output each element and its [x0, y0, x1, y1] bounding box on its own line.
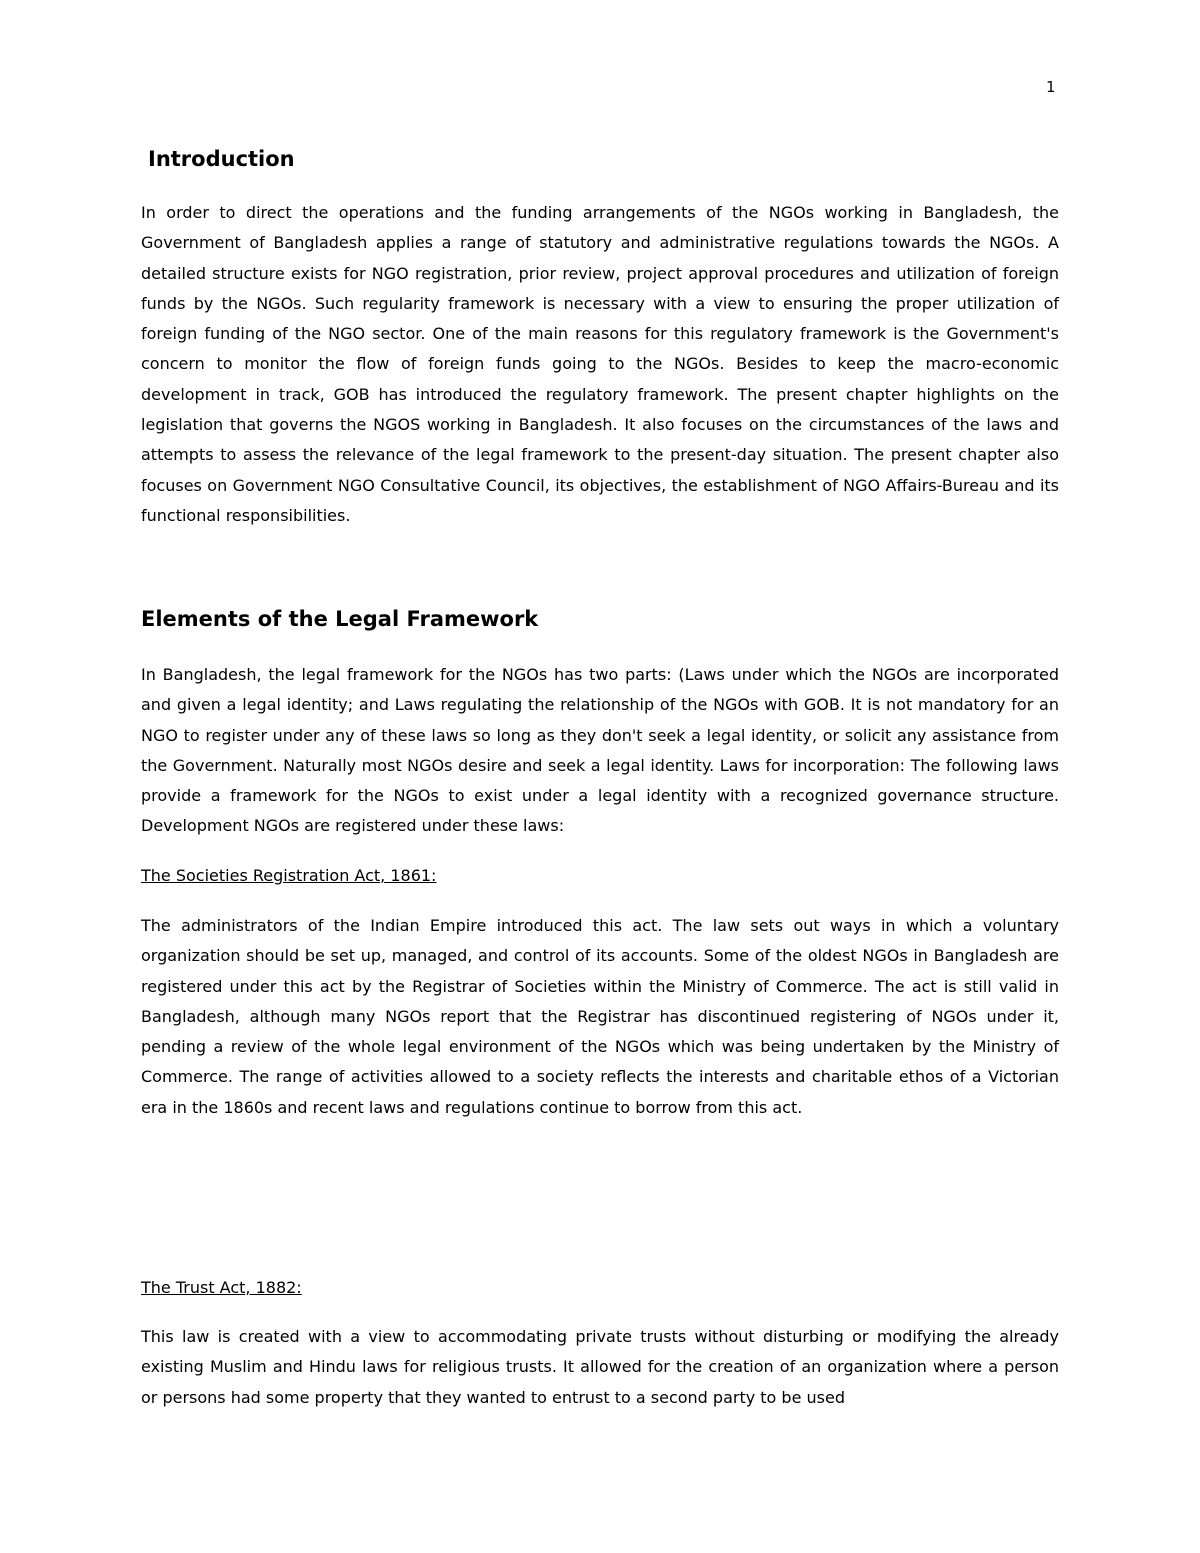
- societies-act-body: [141, 911, 1059, 1123]
- societies-act-heading: The Societies Registration Act, 1861:: [141, 866, 437, 885]
- legal-framework-heading: Elements of the Legal Framework: [141, 607, 539, 631]
- legal-framework-paragraph: In Bangladesh, the legal framework for the NGOs has two parts: (Laws under which the NGOs are incorporated and given a legal identity; and Laws regulating the relationship of the NGOs with GOB. It is not mandatory for an NGO to register under any of these laws so long as they don't seek a legal identity, or solicit any assistance from the Government. Naturally most NGOs desire and seek a legal identity. Laws for incorporation: The following laws provide a framework for the NGOs to exist under a legal identity with a recognized governance structure. Development NGOs are registered under these laws:: [141, 665, 1059, 836]
- legal-framework-section: [141, 606, 1059, 632]
- introduction-heading: Introduction: [148, 147, 295, 171]
- introduction-section: [141, 146, 1059, 172]
- page-number: 1: [1046, 78, 1056, 96]
- trust-act-body: [141, 1322, 1059, 1413]
- societies-act-paragraph: The administrators of the Indian Empire introduced this act. The law sets out ways in which a voluntary organization should be set up, managed, and control of its accounts. Some of the oldest NGOs in Bangladesh are registered under this act by the Registrar of Societies within the Ministry of Commerce. The act is still valid in Bangladesh, although many NGOs report that the Registrar has discontinued registering of NGOs under it, pending a review of the whole legal environment of the NGOs which was being undertaken by the Ministry of Commerce. The range of activities allowed to a society reflects the interests and charitable ethos of a Victorian era in the 1860s and recent laws and regulations continue to borrow from this act.: [141, 916, 1059, 1117]
- trust-act-section: [141, 1278, 1059, 1298]
- legal-framework-body: [141, 660, 1059, 842]
- trust-act-heading: The Trust Act, 1882:: [141, 1278, 302, 1297]
- trust-act-paragraph: This law is created with a view to accommodating private trusts without disturbing or modifying the already existing Muslim and Hindu laws for religious trusts. It allowed for the creation of an organization where a person or persons had some property that they wanted to entrust to a second party to be used: [141, 1327, 1059, 1407]
- introduction-body: [141, 198, 1059, 531]
- introduction-paragraph: In order to direct the operations and the funding arrangements of the NGOs working in Bangladesh, the Government of Bangladesh applies a range of statutory and administrative regulations towards the NGOs. A detailed structure exists for NGO registration, prior review, project approval procedures and utilization of foreign funds by the NGOs. Such regularity framework is necessary with a view to ensuring the proper utilization of foreign funding of the NGO sector. One of the main reasons for this regulatory framework is the Government's concern to monitor the flow of foreign funds going to the NGOs. Besides to keep the macro-economic development in track, GOB has introduced the regulatory framework. The present chapter highlights on the legislation that governs the NGOS working in Bangladesh. It also focuses on the circumstances of the laws and attempts to assess the relevance of the legal framework to the present-day situation. The present chapter also focuses on Government NGO Consultative Council, its objectives, the establishment of NGO Affairs-Bureau and its functional responsibilities.: [141, 203, 1059, 525]
- societies-act-section: [141, 866, 1059, 886]
